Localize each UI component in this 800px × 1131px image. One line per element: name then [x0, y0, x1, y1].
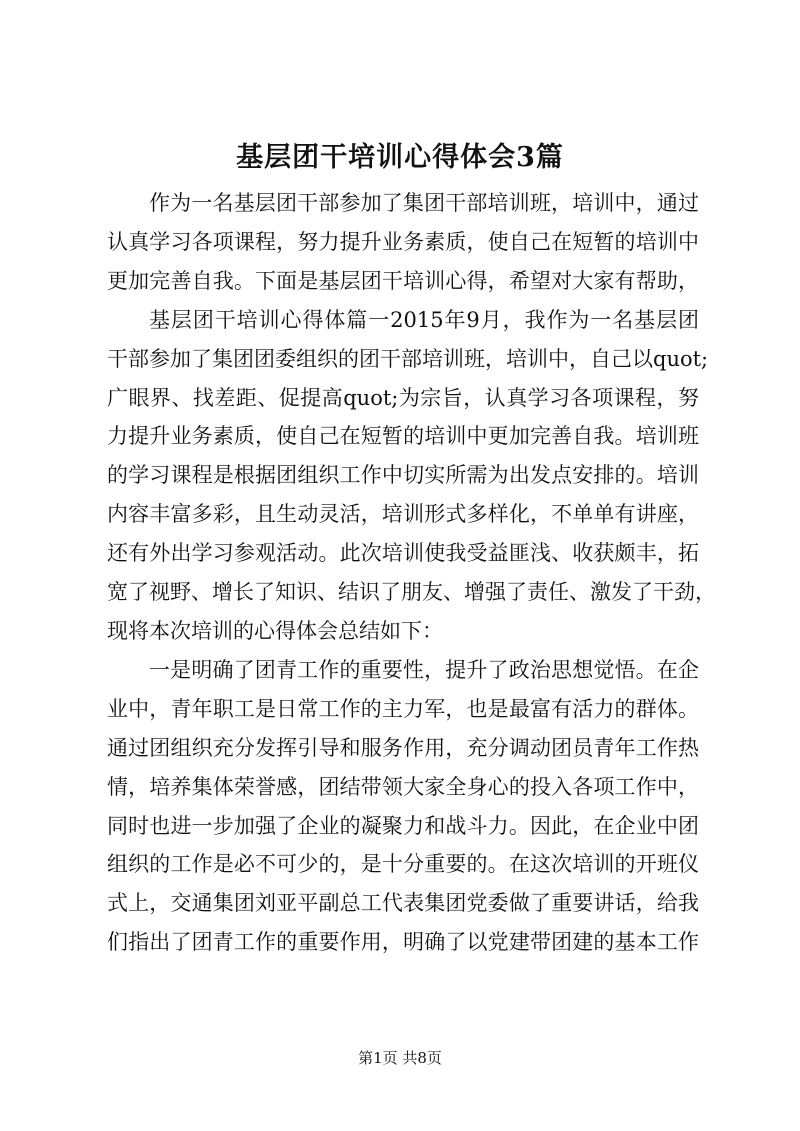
paragraph-intro	[107, 184, 699, 301]
page-number-footer: 第1页 共8页	[358, 1049, 442, 1067]
text-line: 业中，青年职工是日常工作的主力军，也是最富有活力的群体。	[107, 696, 699, 721]
paragraph-point-one	[107, 651, 699, 962]
text-line: 更加完善自我。下面是基层团干培训心得，希望对大家有帮助，	[107, 268, 699, 293]
text-line: 力提升业务素质，使自己在短暂的培训中更加完善自我。培训班	[107, 424, 699, 449]
text-line: 们指出了团青工作的重要作用，明确了以党建带团建的基本工作	[107, 930, 699, 955]
text-line: 的学习课程是根据团组织工作中切实所需为出发点安排的。培训	[107, 463, 699, 488]
text-line: 一是明确了团青工作的重要性，提升了政治思想觉悟。在企	[149, 657, 699, 682]
text-line: 组织的工作是必不可少的，是十分重要的。在这次培训的开班仪	[107, 852, 699, 877]
text-line: 作为一名基层团干部参加了集团干部培训班，培训中，通过	[149, 191, 699, 215]
paragraph-part-one	[107, 301, 716, 651]
text-line: 现将本次培训的心得体会总结如下：	[107, 618, 443, 643]
text-line: 情，培养集体荣誉感，团结带领大家全身心的投入各项工作中，	[107, 774, 699, 799]
text-line: 干部参加了集团团委组织的团干部培训班，培训中，自己以quot;	[107, 346, 709, 371]
text-line: 通过团组织充分发挥引导和服务作用，充分调动团员青年工作热	[107, 735, 699, 760]
text-line: 同时也进一步加强了企业的凝聚力和战斗力。因此，在企业中团	[107, 813, 699, 838]
document-title: 基层团干培训心得体会3篇	[236, 142, 564, 173]
text-line: 宽了视野、增长了知识、结识了朋友、增强了责任、激发了干劲，	[107, 580, 716, 605]
document-body	[107, 184, 716, 962]
text-line: 认真学习各项课程，努力提升业务素质，使自己在短暂的培训中	[107, 229, 699, 254]
text-line: 式上，交通集团刘亚平副总工代表集团党委做了重要讲话，给我	[107, 891, 699, 916]
text-line: 广眼界、找差距、促提高quot;为宗旨，认真学习各项课程，努	[107, 385, 699, 410]
text-line: 内容丰富多彩，且生动灵活，培训形式多样化，不单单有讲座，	[107, 502, 699, 527]
text-line: 还有外出学习参观活动。此次培训使我受益匪浅、收获颇丰，拓	[107, 541, 699, 566]
text-line: 基层团干培训心得体篇一2015年9月，我作为一名基层团	[149, 307, 699, 332]
